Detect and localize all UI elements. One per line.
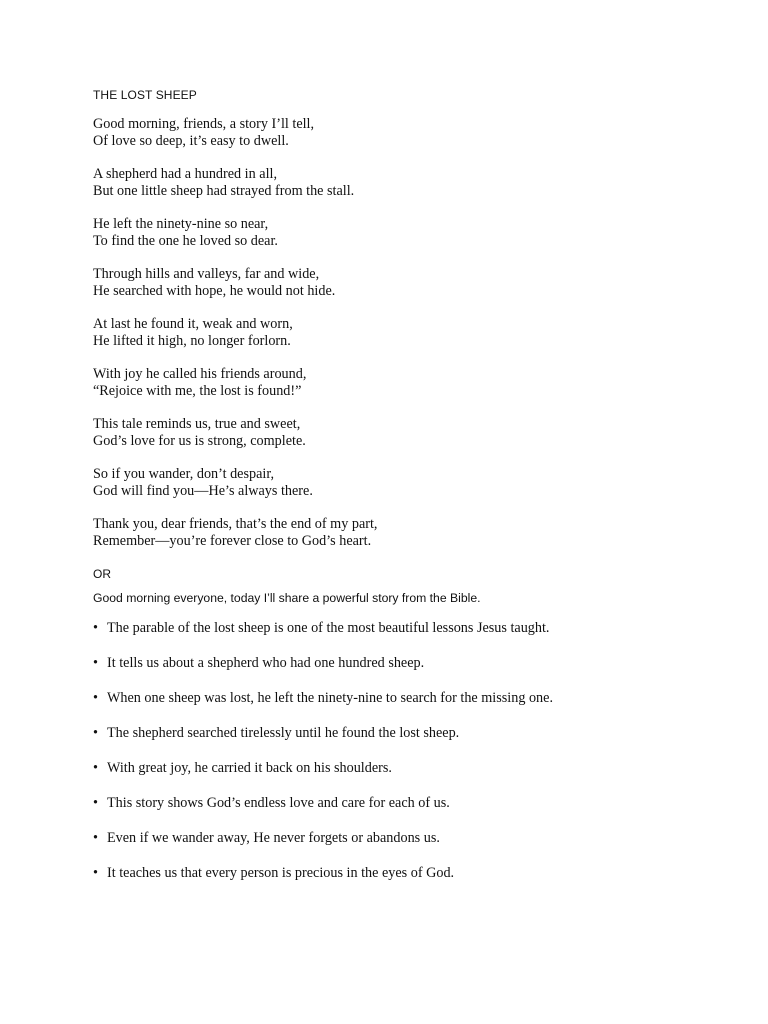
bullet-text: This story shows God’s endless love and care for each of us.: [107, 795, 450, 811]
poem-line: Of love so deep, it’s easy to dwell.: [93, 133, 289, 149]
poem-stanza: [93, 366, 733, 400]
poem-line: This tale reminds us, true and sweet,: [93, 416, 301, 432]
poem-line: He searched with hope, he would not hide.: [93, 283, 336, 299]
poem-stanza: [93, 466, 733, 500]
bullet-item: [93, 620, 733, 637]
bullet-text: The shepherd searched tirelessly until he found the lost sheep.: [107, 725, 460, 741]
poem-line: To find the one he loved so dear.: [93, 233, 278, 249]
bullet-item: [93, 865, 733, 882]
bullet-text: When one sheep was lost, he left the ninety-nine to search for the missing one.: [107, 690, 553, 706]
bullet-text: The parable of the lost sheep is one of the most beautiful lessons Jesus taught.: [107, 620, 550, 636]
poem-line: “Rejoice with me, the lost is found!”: [93, 383, 302, 399]
poem-line: Remember—you’re forever close to God’s heart.: [93, 533, 372, 549]
poem-line: At last he found it, weak and worn,: [93, 316, 293, 332]
poem-line: God will find you—He’s always there.: [93, 483, 313, 499]
poem-stanza: [93, 116, 733, 150]
bullet-icon: •: [93, 795, 98, 811]
poem-stanza: [93, 216, 733, 250]
bullet-icon: •: [93, 760, 98, 776]
bullet-text: Even if we wander away, He never forgets or abandons us.: [107, 830, 440, 846]
bullet-list: [93, 620, 733, 882]
poem-stanza: [93, 416, 733, 450]
poem-line: Good morning, friends, a story I’ll tell,: [93, 116, 315, 132]
poem-line: So if you wander, don’t despair,: [93, 466, 275, 482]
poem: [93, 116, 733, 550]
bullet-icon: •: [93, 830, 98, 846]
bullet-item: [93, 760, 733, 777]
bullet-item: [93, 830, 733, 847]
bullet-icon: •: [93, 620, 98, 636]
poem-stanza: [93, 266, 733, 300]
bullet-text: With great joy, he carried it back on his shoulders.: [107, 760, 392, 776]
poem-stanza: [93, 316, 733, 350]
document-title: THE LOST SHEEP: [93, 88, 197, 102]
bullet-item: [93, 795, 733, 812]
poem-line: He left the ninety-nine so near,: [93, 216, 269, 232]
intro-paragraph: Good morning everyone, today I’ll share a powerful story from the Bible.: [93, 591, 481, 605]
poem-stanza: [93, 516, 733, 550]
bullet-icon: •: [93, 690, 98, 706]
poem-line: He lifted it high, no longer forlorn.: [93, 333, 291, 349]
bullet-item: [93, 655, 733, 672]
poem-line: A shepherd had a hundred in all,: [93, 166, 277, 182]
bullet-icon: •: [93, 655, 98, 671]
document-page: [93, 87, 733, 900]
bullet-icon: •: [93, 865, 98, 881]
or-separator: OR: [93, 567, 111, 581]
poem-line: With joy he called his friends around,: [93, 366, 307, 382]
poem-stanza: [93, 166, 733, 200]
bullet-icon: •: [93, 725, 98, 741]
poem-line: But one little sheep had strayed from the stall.: [93, 183, 355, 199]
poem-line: Thank you, dear friends, that’s the end of my part,: [93, 516, 378, 532]
bullet-item: [93, 690, 733, 707]
bullet-text: It teaches us that every person is precious in the eyes of God.: [107, 865, 455, 881]
poem-line: Through hills and valleys, far and wide,: [93, 266, 320, 282]
bullet-item: [93, 725, 733, 742]
bullet-text: It tells us about a shepherd who had one hundred sheep.: [107, 655, 425, 671]
poem-line: God’s love for us is strong, complete.: [93, 433, 306, 449]
